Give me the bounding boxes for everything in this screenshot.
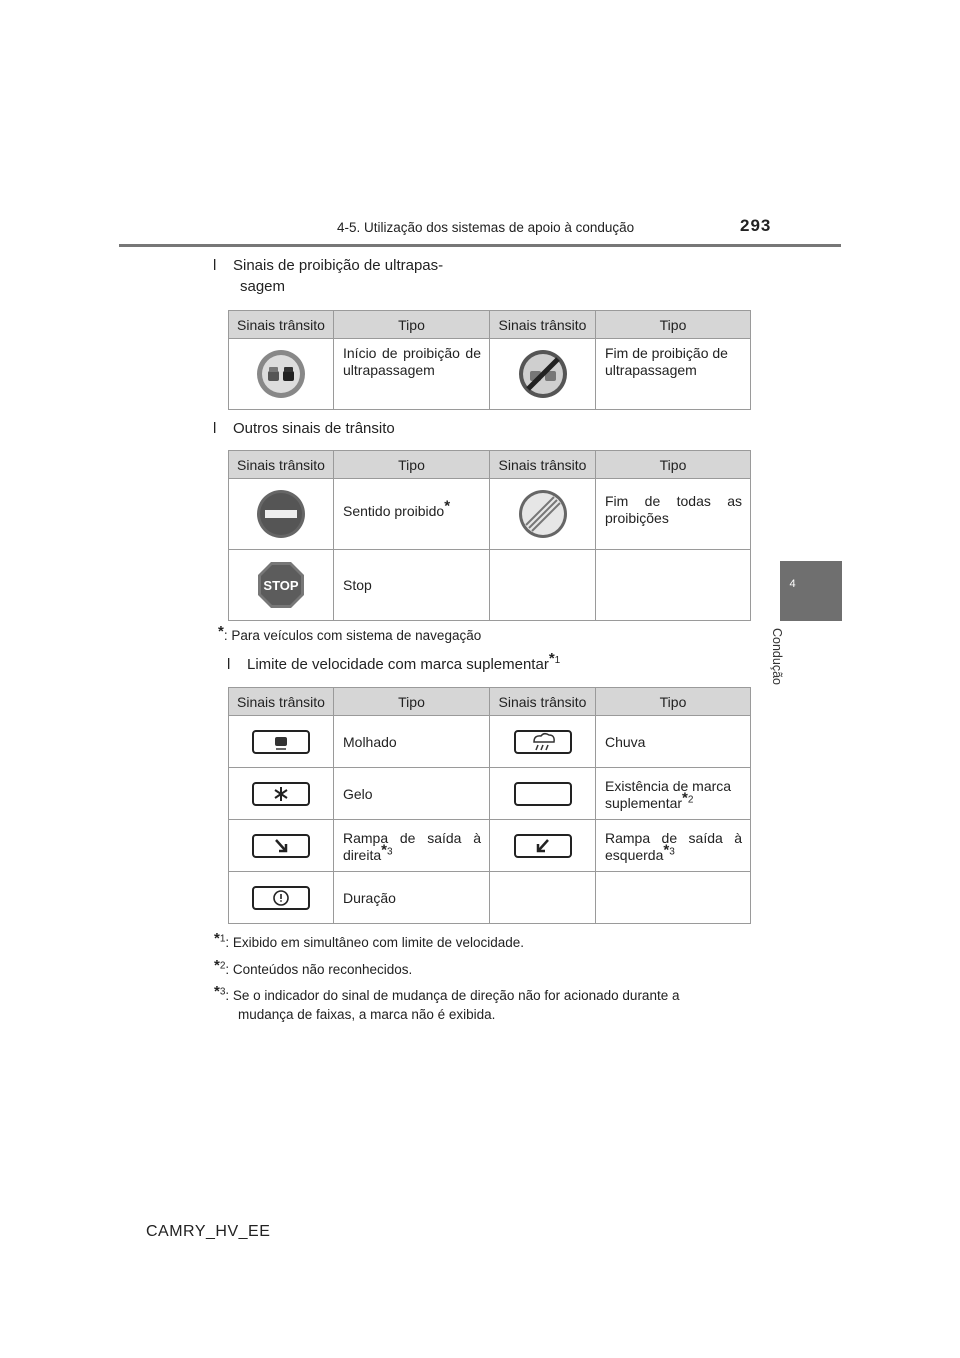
table-row — [229, 550, 751, 621]
overtaking-signs-table — [228, 310, 751, 410]
footnote-continuation: mudança de faixas, a marca não é exibida. — [238, 1007, 496, 1022]
column-header: Sinais trânsito — [490, 451, 596, 479]
column-header: Tipo — [596, 688, 751, 716]
section-heading-text: Limite de velocidade com marca suplementar — [247, 656, 549, 673]
column-header: Tipo — [334, 451, 490, 479]
blank-plate-icon — [490, 768, 596, 820]
column-header: Sinais trânsito — [490, 311, 596, 339]
table-row — [229, 820, 751, 872]
footnote-navigation: *: Para veículos com sistema de navegação — [218, 623, 482, 643]
sign-type: Rampa de saída à direita*$^3$ — [334, 820, 490, 872]
chapter-tab[interactable] — [780, 561, 842, 621]
table-row — [229, 339, 751, 410]
sign-type: Início de proibição de ultrapassagem — [334, 339, 490, 410]
footnote-number: 3 — [386, 846, 393, 858]
empty-cell — [596, 872, 751, 924]
footnote-marker: * — [663, 841, 670, 859]
column-header: Sinais trânsito — [229, 451, 334, 479]
footnote-marker: * — [548, 650, 555, 667]
bullet-marker: l — [213, 420, 217, 437]
header-divider — [119, 244, 841, 247]
section-heading-overtaking — [213, 255, 443, 297]
page-number: 293 — [740, 216, 772, 235]
other-signs-table — [228, 450, 751, 621]
table-row — [229, 768, 751, 820]
section-heading-text: Outros sinais de trânsito — [233, 420, 395, 437]
rain-plate-icon — [490, 716, 596, 768]
ice-plate-icon — [229, 768, 334, 820]
no-overtaking-start-sign-icon — [229, 339, 334, 410]
footnote-marker: * — [214, 957, 220, 974]
footnote-marker: * — [381, 841, 387, 859]
sign-type: Fim de proibição de ultrapassagem — [596, 339, 751, 410]
footnote-number: 2 — [687, 794, 694, 806]
table-header-row — [229, 311, 751, 339]
footnote-2: *$^2$: Conteúdos não reconhecidos. — [214, 957, 413, 977]
sign-type: Gelo — [334, 768, 490, 820]
footnote-number: 1 — [554, 655, 561, 666]
sign-type: Fim de todas as proibições — [596, 479, 751, 550]
sign-type: Stop — [334, 550, 490, 621]
right-exit-arrow-plate-icon — [229, 820, 334, 872]
footnote-3: *$^3$: Se o indicador do sinal de mudança de direção não for acionado durante a mudança de faixas, a marca não é exibida. — [214, 983, 680, 1022]
footnote-number: 3 — [669, 846, 675, 858]
stop-sign-text: STOP — [263, 578, 299, 593]
no-overtaking-end-sign-icon — [490, 339, 596, 410]
footnote-marker: * — [444, 497, 451, 515]
end-of-all-restrictions-sign-icon — [490, 479, 596, 550]
empty-cell — [490, 872, 596, 924]
empty-cell — [490, 550, 596, 621]
column-header: Sinais trânsito — [229, 311, 334, 339]
column-header: Sinais trânsito — [229, 688, 334, 716]
model-code: CAMRY_HV_EE — [146, 1223, 271, 1240]
bullet-marker: l — [213, 257, 217, 274]
footnote-marker: * — [214, 930, 220, 947]
table-row — [229, 716, 751, 768]
sign-type: Sentido proibido* — [334, 479, 490, 550]
section-heading-line1: Sinais de proibição de ultrapas- — [233, 257, 444, 274]
empty-cell — [596, 550, 751, 621]
table-header-row — [229, 688, 751, 716]
column-header: Tipo — [596, 451, 751, 479]
sign-type: Chuva — [596, 716, 751, 768]
table-header-row — [229, 451, 751, 479]
wet-road-plate-icon — [229, 716, 334, 768]
table-row — [229, 479, 751, 550]
table-row — [229, 872, 751, 924]
no-entry-sign-icon — [229, 479, 334, 550]
footnote-marker: * — [682, 789, 688, 807]
stop-sign-icon — [229, 550, 334, 621]
column-header: Tipo — [334, 311, 490, 339]
footnote-number: 2 — [219, 960, 226, 972]
footnote-number: 1 — [219, 933, 226, 945]
bullet-marker: l — [227, 656, 231, 673]
column-header: Tipo — [596, 311, 751, 339]
left-exit-arrow-plate-icon — [490, 820, 596, 872]
sign-type: Molhado — [334, 716, 490, 768]
footnote-marker: * — [218, 623, 224, 640]
sign-type: Existência de marca suplementar*$^2$ — [596, 768, 751, 820]
column-header: Sinais trânsito — [490, 688, 596, 716]
section-heading-speed-limit — [227, 650, 561, 675]
sign-type: Duração — [334, 872, 490, 924]
supplementary-marks-table — [228, 687, 751, 924]
section-heading-line2: sagem — [240, 278, 286, 295]
chapter-number: 4 — [789, 578, 796, 590]
footnote-1: *$^1$: Exibido em simultâneo com limite de velocidade. — [214, 930, 525, 950]
section-heading-other-signs — [213, 418, 395, 439]
duration-clock-plate-icon — [229, 872, 334, 924]
section-title: 4-5. Utilização dos sistemas de apoio à condução — [337, 220, 635, 235]
footnote-number: 3 — [219, 986, 226, 998]
column-header: Tipo — [334, 688, 490, 716]
chapter-label: Condução — [770, 628, 784, 685]
sign-type: Rampa de saída à esquerda*$^3$ — [596, 820, 751, 872]
footnote-marker: * — [214, 983, 220, 1000]
